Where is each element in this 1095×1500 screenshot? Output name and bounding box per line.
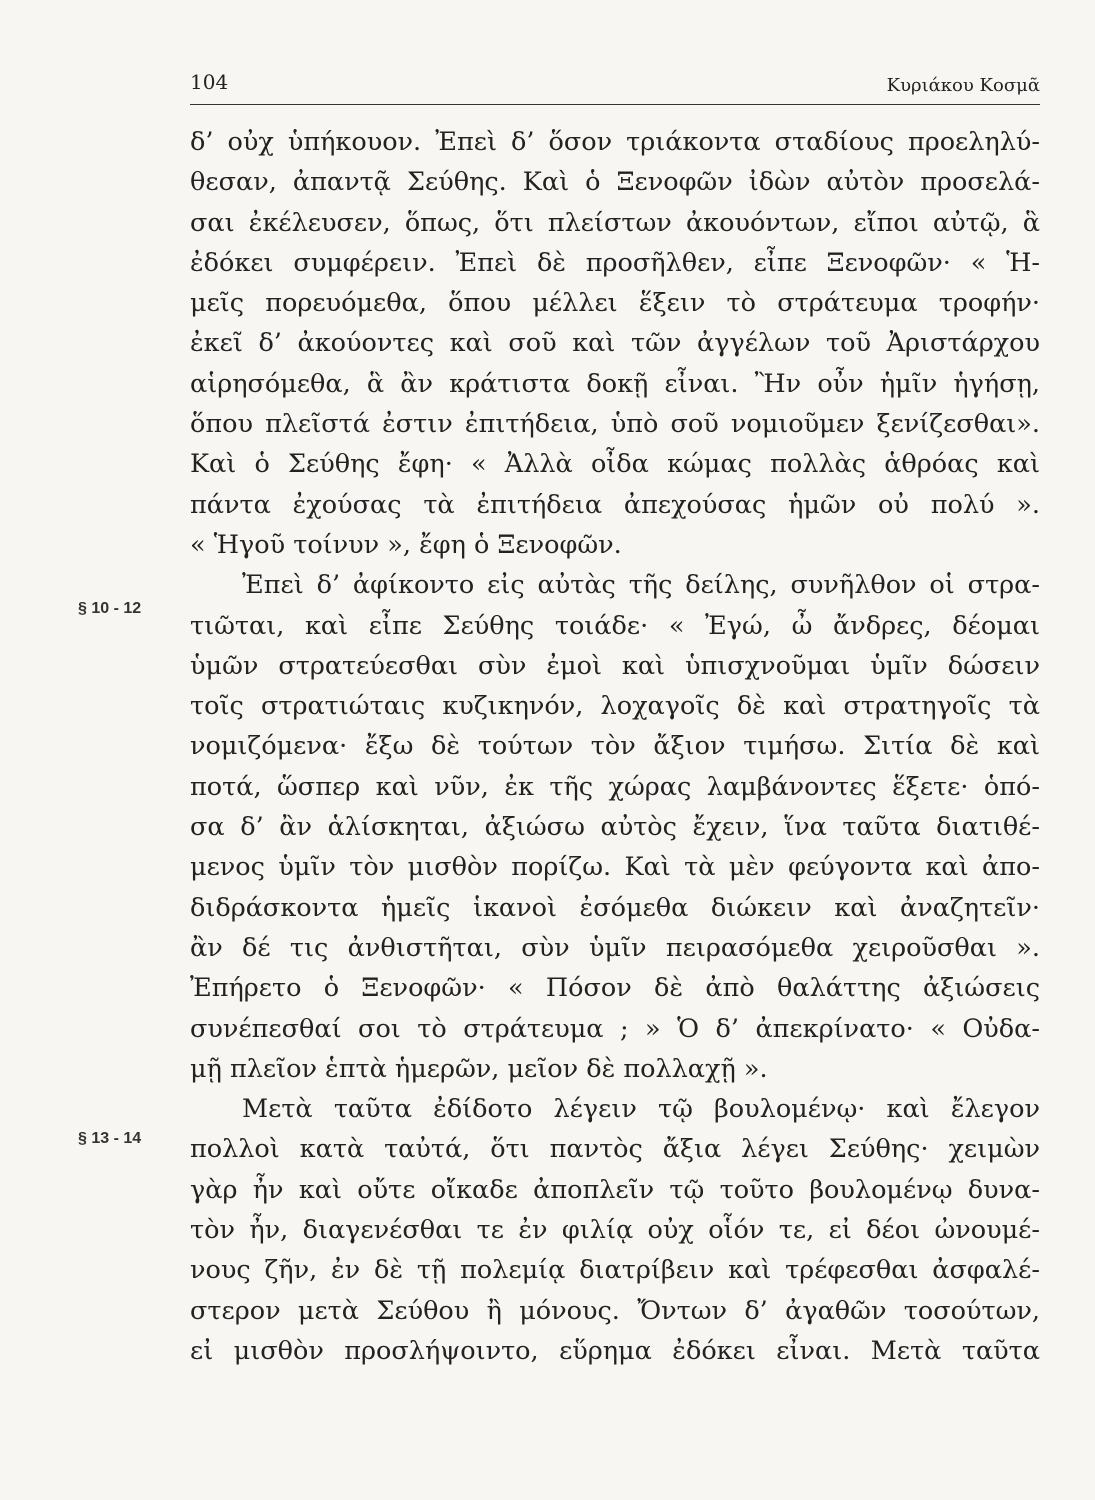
section-marker-10-12: § 10 - 12 [78,600,142,617]
text-line: μενος ὑμῖν τὸν μισθὸν πορίζω. Καὶ τὰ μὲν φεύγοντα καὶ ἀπο- [190,852,1040,883]
text-line: Μετὰ ταῦτα ἐδίδοτο λέγειν τῷ βουλομένῳ· καὶ ἔλεγον [242,1094,1040,1125]
text-line: νομιζόμενα· ἔξω δὲ τούτων τὸν ἄξιον τιμήσω. Σιτία δὲ καὶ [190,731,1040,762]
section-marker-13-14: § 13 - 14 [78,1130,142,1147]
text-line: μεῖς πορευόμεθα, ὅπου μέλλει ἕξειν τὸ στράτευμα τροφήν· [190,288,1040,319]
text-line: γὰρ ἦν καὶ οὔτε οἴκαδε ἀποπλεῖν τῷ τοῦτο βουλομένῳ δυνα- [190,1174,1040,1205]
text-line: ἂν δέ τις ἀνθιστῆται, σὺν ὑμῖν πειρασόμεθα χειροῦσθαι ». [190,932,1040,963]
text-line: τιῶται, καὶ εἶπε Σεύθης τοιάδε· « Ἐγώ, ὦ ἄνδρες, δέομαι [190,610,1040,641]
page-header [190,68,1040,105]
text-line: συνέπεσθαί σοι τὸ στράτευμα ; » Ὁ δ’ ἀπεκρίνατο· « Οὐδα- [190,1013,1040,1044]
text-line: στερον μετὰ Σεύθου ἢ μόνους. Ὄντων δ’ ἀγαθῶν τοσούτων, [190,1295,1040,1326]
text-line: ὅπου πλεῖστά ἐστιν ἐπιτήδεια, ὑπὸ σοῦ νομιοῦμεν ξενίζεσθαι». [190,409,1040,440]
text-line: ἐδόκει συμφέρειν. Ἐπεὶ δὲ προσῆλθεν, εἶπε Ξενοφῶν· « Ἡ- [190,247,1040,278]
text-line: πάντα ἐχούσας τὰ ἐπιτήδεια ἀπεχούσας ἡμῶν οὐ πολύ ». [190,489,1040,520]
text-line: αἱρησόμεθα, ἃ ἂν κράτιστα δοκῇ εἶναι. Ἢν οὖν ἡμῖν ἡγήσῃ, [190,368,1040,399]
page-number: 104 [190,70,229,94]
text-line: διδράσκοντα ἡμεῖς ἱκανοὶ ἐσόμεθα διώκειν καὶ ἀναζητεῖν· [190,892,1040,923]
text-line: μῇ πλεῖον ἑπτὰ ἡμερῶν, μεῖον δὲ πολλαχῇ ». [190,1053,768,1084]
text-line: ἐκεῖ δ’ ἀκούοντες καὶ σοῦ καὶ τῶν ἀγγέλων τοῦ Ἀριστάρχου [190,328,1040,359]
text-line: τὸν ἦν, διαγενέσθαι τε ἐν φιλίᾳ οὐχ οἷόν τε, εἰ δέοι ὠνουμέ- [190,1215,1040,1246]
text-line: δ’ οὐχ ὑπήκουον. Ἐπεὶ δ’ ὅσον τριάκοντα σταδίους προεληλύ- [190,127,1040,157]
text-line: σαι ἐκέλευσεν, ὅπως, ὅτι πλείστων ἀκουόντων, εἴποι αὐτῷ, ἃ [190,207,1040,238]
text-line: Ἐπεὶ δ’ ἀφίκοντο εἰς αὐτὰς τῆς δείλης, συνῆλθον οἱ στρα- [242,570,1040,601]
text-line: ὑμῶν στρατεύεσθαι σὺν ἐμοὶ καὶ ὑπισχνοῦμαι ὑμῖν δώσειν [190,650,1040,681]
text-line: Καὶ ὁ Σεύθης ἔφη· « Ἀλλὰ οἶδα κώμας πολλὰς ἁθρόας καὶ [190,449,1040,480]
text-line: θεσαν, ἀπαντᾷ Σεύθης. Καὶ ὁ Ξενοφῶν ἰδὼν αὐτὸν προσελά- [190,167,1040,198]
text-line: Ἐπήρετο ὁ Ξενοφῶν· « Πόσον δὲ ἀπὸ θαλάττης ἀξιώσεις [190,973,1040,1004]
text-line: εἰ μισθὸν προσλήψοιντο, εὕρημα ἐδόκει εἶναι. Μετὰ ταῦτα [190,1335,1040,1366]
text-line: νους ζῆν, ἐν δὲ τῇ πολεμίᾳ διατρίβειν καὶ τρέφεσθαι ἀσφαλέ- [190,1255,1040,1286]
running-head: Κυριάκου Κοσμᾶ [886,75,1040,96]
text-line: « Ἡγοῦ τοίνυν », ἔφη ὁ Ξενοφῶν. [190,529,622,560]
text-line: τοῖς στρατιώταις κυζικηνόν, λοχαγοῖς δὲ καὶ στρατηγοῖς τὰ [190,691,1040,722]
text-line: πολλοὶ κατὰ ταὐτά, ὅτι παντὸς ἄξια λέγει Σεύθης· χειμὼν [190,1134,1040,1165]
text-line: σα δ’ ἂν ἁλίσκηται, ἀξιώσω αὐτὸς ἔχειν, ἵνα ταῦτα διατιθέ- [190,812,1040,843]
body-text [190,122,1040,1371]
text-line: ποτά, ὥσπερ καὶ νῦν, ἐκ τῆς χώρας λαμβάνοντες ἕξετε· ὁπό- [190,771,1040,802]
